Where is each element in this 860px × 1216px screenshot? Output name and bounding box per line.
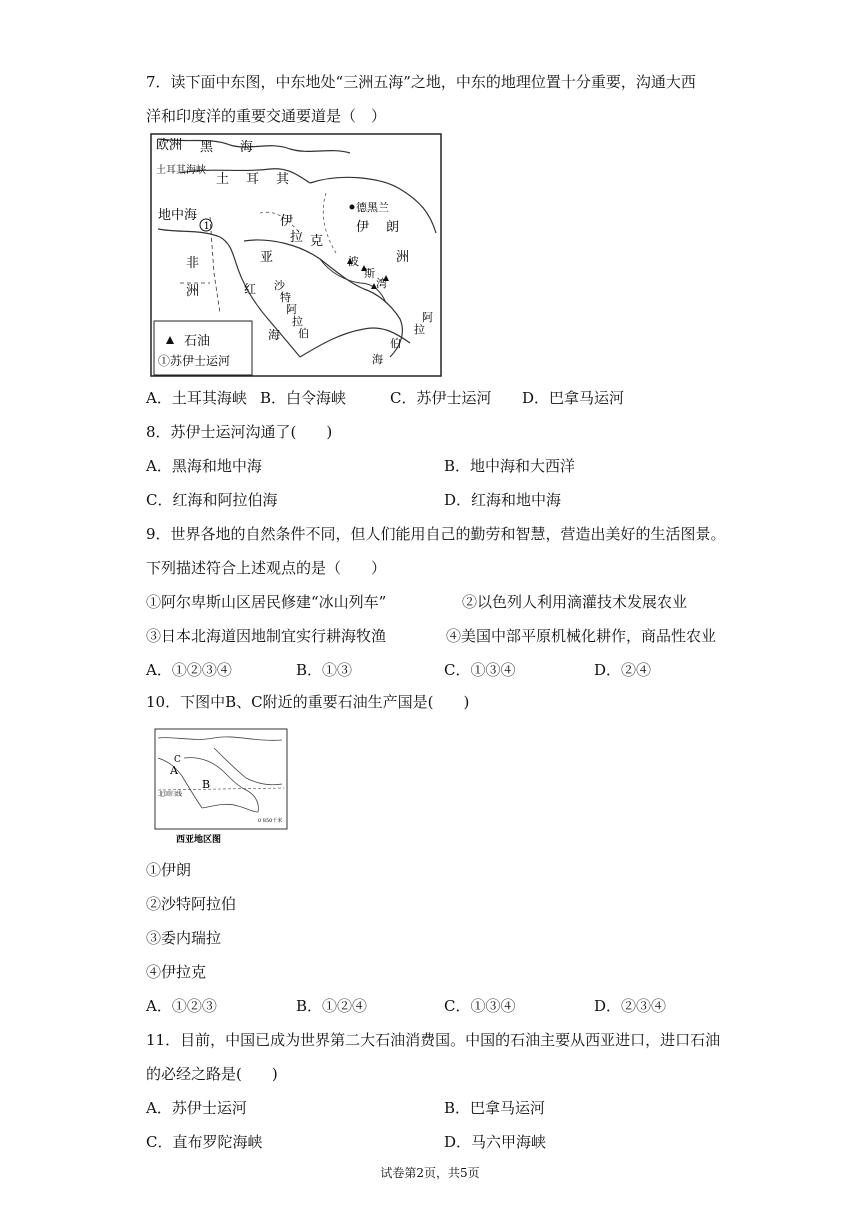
q11-stem-line1: 11．目前，中国已成为世界第二大石油消费国。中国的石油主要从西亚进口，进口石油	[146, 1031, 721, 1049]
svg-text:其: 其	[276, 172, 290, 187]
q8-option-b[interactable]: B．地中海和大西洋	[444, 457, 576, 475]
q10-option-b[interactable]: B．①②④	[296, 997, 368, 1015]
q7-option-a[interactable]: A．土耳其海峡	[146, 389, 247, 407]
svg-text:非: 非	[186, 256, 200, 271]
q8-option-d[interactable]: D．红海和地中海	[444, 491, 562, 509]
q9-stem-line2: 下列描述符合上述观点的是（ ）	[146, 559, 387, 577]
q7-stem-line2: 洋和印度洋的重要交通要道是（ ）	[146, 107, 387, 125]
svg-text:伊: 伊	[356, 220, 370, 235]
q9-option-c[interactable]: C．①③④	[444, 661, 516, 679]
scale-label: 0 850千米	[258, 818, 283, 824]
q11-option-c[interactable]: C．直布罗陀海峡	[146, 1133, 263, 1151]
svg-text:特: 特	[280, 291, 291, 304]
svg-text:地中海: 地中海	[158, 208, 198, 223]
q9-option-d[interactable]: D．②④	[594, 661, 652, 679]
tropic-label: 北回归线	[158, 791, 183, 798]
q7-option-d[interactable]: D．巴拿马运河	[522, 389, 625, 407]
svg-text:波: 波	[348, 255, 359, 268]
svg-text:拉: 拉	[290, 230, 304, 245]
map-label-b: B	[202, 778, 211, 791]
q7-option-c[interactable]: C．苏伊士运河	[390, 389, 492, 407]
q7-option-b[interactable]: B．白令海峡	[260, 389, 347, 407]
q11-stem-line2: 的必经之路是( )	[146, 1065, 278, 1083]
svg-text:沙: 沙	[274, 279, 285, 292]
q10-item-1: ①伊朗	[146, 861, 192, 879]
svg-text:黑: 黑	[200, 140, 214, 155]
map-label-c: C	[174, 755, 181, 765]
q11-option-b[interactable]: B．巴拿马运河	[444, 1099, 546, 1117]
q9-option-a[interactable]: A．①②③④	[146, 661, 232, 679]
svg-text:斯: 斯	[364, 267, 375, 280]
svg-text:海: 海	[240, 140, 254, 155]
page-footer: 试卷第2页，共5页	[380, 1166, 480, 1180]
svg-text:阿: 阿	[286, 303, 297, 316]
middle-east-map	[150, 133, 442, 377]
q10-item-4: ④伊拉克	[146, 963, 207, 981]
q11-option-d[interactable]: D．马六甲海峡	[444, 1133, 547, 1151]
legend-oil-label: 石油	[184, 334, 211, 349]
q9-stem-line1: 9．世界各地的自然条件不同，但人们能用自己的勤劳和智慧，营造出美好的生活图景。	[146, 525, 726, 543]
svg-text:洲: 洲	[186, 284, 200, 299]
svg-text:欧洲: 欧洲	[156, 138, 183, 153]
svg-text:耳: 耳	[246, 172, 260, 187]
svg-text:亚: 亚	[260, 250, 274, 265]
q8-option-a[interactable]: A．黑海和地中海	[146, 457, 262, 475]
q10-item-3: ③委内瑞拉	[146, 929, 222, 947]
q10-option-a[interactable]: A．①②③	[146, 997, 217, 1015]
q10-option-c[interactable]: C．①③④	[444, 997, 516, 1015]
q9-item-4: ④美国中部平原机械化耕作，商品性农业	[446, 627, 717, 645]
svg-text:阿: 阿	[422, 311, 433, 324]
svg-text:伯: 伯	[390, 337, 401, 350]
q9-item-2: ②以色列人利用滴灌技术发展农业	[462, 593, 688, 611]
q10-item-2: ②沙特阿拉伯	[146, 895, 237, 913]
svg-text:伊: 伊	[280, 214, 294, 229]
q7-stem-line1: 7．读下面中东图，中东地处“三洲五海”之地，中东的地理位置十分重要，沟通大西	[146, 73, 696, 91]
west-asia-map	[154, 728, 288, 846]
map-caption: 西亚地区图	[176, 835, 222, 845]
svg-text:1: 1	[203, 221, 210, 232]
q10-stem: 10．下图中B、C附近的重要石油生产国是( )	[146, 693, 470, 711]
legend-canal-label: ①苏伊士运河	[158, 354, 231, 368]
svg-text:土: 土	[216, 172, 230, 187]
svg-text:土耳其海峡: 土耳其海峡	[156, 165, 206, 176]
svg-text:伯: 伯	[298, 327, 309, 340]
svg-text:拉: 拉	[292, 315, 303, 328]
svg-text:德黑兰: 德黑兰	[356, 201, 389, 214]
q9-item-3: ③日本北海道因地制宜实行耕海牧渔	[146, 627, 387, 645]
svg-text:朗: 朗	[386, 220, 400, 235]
svg-text:海: 海	[372, 353, 383, 366]
q9-option-b[interactable]: B．①③	[296, 661, 353, 679]
svg-text:海: 海	[268, 328, 281, 342]
map-label-a: A	[170, 764, 178, 777]
svg-text:克: 克	[310, 234, 324, 249]
q9-item-1: ①阿尔卑斯山区居民修建“冰山列车”	[146, 593, 387, 611]
svg-text:红: 红	[244, 282, 257, 296]
svg-text:拉: 拉	[414, 323, 425, 336]
svg-text:洲: 洲	[396, 250, 410, 265]
q10-option-d[interactable]: D．②③④	[594, 997, 667, 1015]
q8-option-c[interactable]: C．红海和阿拉伯海	[146, 491, 278, 509]
q11-option-a[interactable]: A．苏伊士运河	[146, 1099, 247, 1117]
svg-text:湾: 湾	[376, 277, 387, 290]
q8-stem: 8．苏伊士运河沟通了( )	[146, 423, 333, 441]
